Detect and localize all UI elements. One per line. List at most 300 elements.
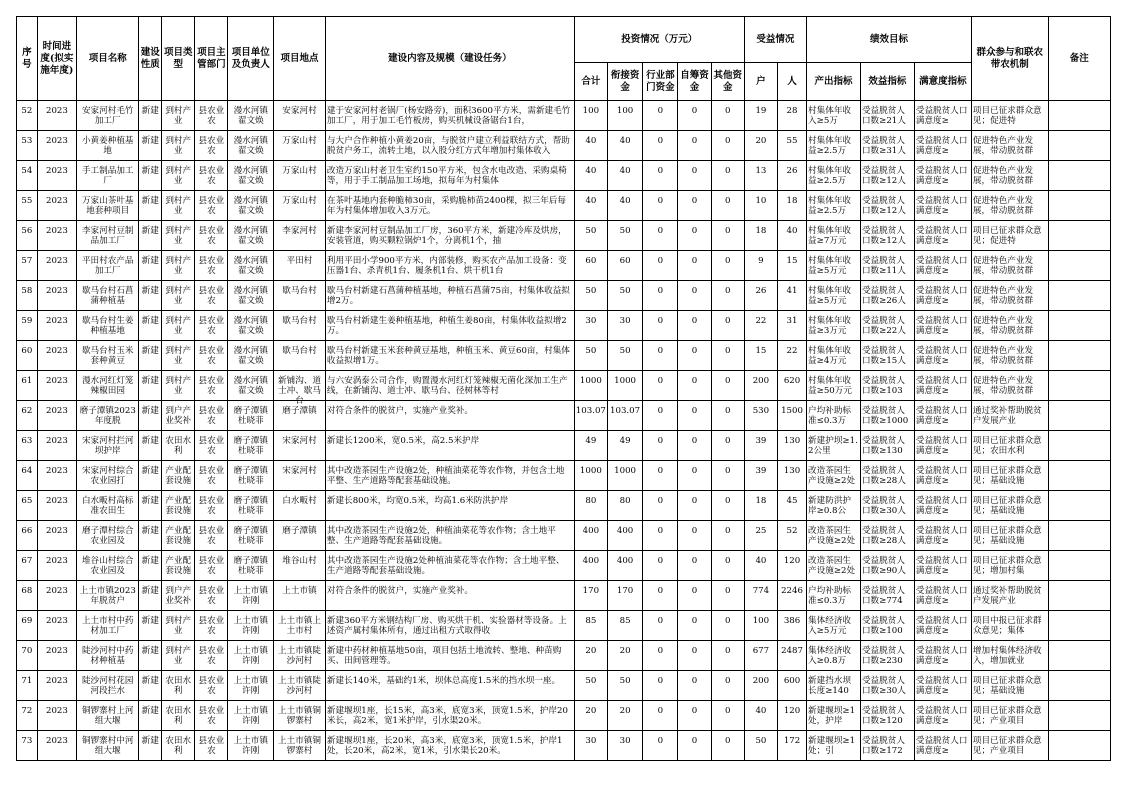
cell-year <box>37 371 76 401</box>
cell-type <box>162 701 195 731</box>
cell-owner <box>228 131 274 161</box>
cell-content-text: 新建堰坝1座，长20米，高3米，底宽3米，顶宽1.5米，护岸1处，长20米，高2米，宽1米，引水渠长20米。 <box>326 735 563 756</box>
cell-satis-text: 受益脱贫人口满意度≥ <box>915 435 968 456</box>
cell-people <box>778 461 807 491</box>
cell-output-text: 新建防洪护岸≥0.8公 <box>808 495 852 516</box>
cell-content <box>325 671 574 701</box>
cell-hh-text: 9 <box>758 255 764 266</box>
cell-nature <box>139 371 162 401</box>
cell-seq <box>17 461 38 491</box>
cell-total-text: 103.07 <box>575 405 606 416</box>
cell-remark <box>1048 221 1110 251</box>
cell-other <box>711 311 744 341</box>
cell-dept-text: 县农业农 <box>198 495 225 516</box>
cell-other <box>711 461 744 491</box>
cell-hh <box>744 671 777 701</box>
cell-sector-text: 0 <box>657 465 664 476</box>
cell-seq <box>17 101 38 131</box>
cell-hh-text: 18 <box>755 495 767 506</box>
table-header <box>17 17 1111 101</box>
cell-output <box>807 581 861 611</box>
cell-mech <box>971 341 1048 371</box>
cell-name <box>77 401 139 431</box>
cell-name <box>77 491 139 521</box>
cell-people-text: 386 <box>783 615 801 626</box>
cell-name-text: 陡沙河村中药材种植基 <box>81 645 134 666</box>
cell-owner-text: 磨子潭镇杜晓菲 <box>233 525 268 546</box>
cell-other <box>711 371 744 401</box>
cell-people <box>778 401 807 431</box>
cell-hh-text: 40 <box>755 555 767 566</box>
cell-place-text: 上土市镇陡沙河村 <box>278 645 321 666</box>
cell-nature <box>139 491 162 521</box>
cell-remark-text <box>1050 586 1109 606</box>
cell-name-text: 磨子潭村综合农业园及 <box>81 525 134 546</box>
cell-name <box>77 311 139 341</box>
cell-link-text: 1000 <box>614 375 637 386</box>
cell-nature <box>139 581 162 611</box>
cell-sector-text: 0 <box>657 375 664 386</box>
cell-link-text: 400 <box>616 555 634 566</box>
cell-total <box>574 161 607 191</box>
header-dept: 项目主管部门 <box>195 17 228 101</box>
cell-remark-text <box>1050 136 1109 156</box>
cell-remark-text <box>1050 706 1109 726</box>
cell-people-text: 40 <box>786 225 798 236</box>
cell-dept <box>195 191 228 221</box>
cell-owner <box>228 101 274 131</box>
cell-remark <box>1048 581 1110 611</box>
cell-link-text: 20 <box>619 645 631 656</box>
cell-output <box>807 491 861 521</box>
cell-place <box>274 671 326 701</box>
cell-link <box>607 461 642 491</box>
cell-people-text: 22 <box>786 345 798 356</box>
cell-mech <box>971 371 1048 401</box>
cell-effect-text: 受益脱贫人口数≥21人 <box>861 105 906 126</box>
cell-hh <box>744 251 777 281</box>
cell-year-text: 2023 <box>45 645 68 656</box>
cell-year <box>37 431 76 461</box>
cell-link <box>607 551 642 581</box>
cell-remark-text <box>1050 166 1109 186</box>
cell-hh <box>744 161 777 191</box>
cell-other <box>711 401 744 431</box>
cell-place-text: 万家山村 <box>282 135 317 146</box>
cell-name <box>77 341 139 371</box>
cell-remark-text <box>1050 646 1109 666</box>
cell-sector <box>643 461 678 491</box>
cell-other <box>711 251 744 281</box>
cell-dept <box>195 611 228 641</box>
cell-effect <box>860 461 914 491</box>
cell-total-text: 49 <box>585 435 597 446</box>
cell-remark <box>1048 401 1110 431</box>
cell-dept <box>195 251 228 281</box>
cell-people-text: 2246 <box>781 585 803 596</box>
cell-year-text: 2023 <box>45 735 68 746</box>
cell-hh <box>744 521 777 551</box>
cell-type-text: 到村产业 <box>165 105 192 126</box>
cell-seq <box>17 701 38 731</box>
cell-satis-text: 受益脱贫人口满意度≥ <box>915 555 968 576</box>
cell-total <box>574 281 607 311</box>
cell-place-text: 歇马台村 <box>282 285 317 296</box>
table-row <box>17 341 1111 371</box>
cell-content <box>325 341 574 371</box>
cell-owner <box>228 191 274 221</box>
cell-owner <box>228 581 274 611</box>
cell-sector <box>643 371 678 401</box>
cell-place <box>274 161 326 191</box>
cell-year <box>37 191 76 221</box>
cell-self <box>678 371 711 401</box>
cell-content-text: 与大户合作种植小黄姜20亩，与脱贫户建立利益联结方式，帮助脱贫户务工，流转土地，以入股分红方式年增加村集体收入 <box>326 135 570 156</box>
cell-owner-text: 漫水河镇翟文焕 <box>233 285 268 306</box>
cell-total <box>574 311 607 341</box>
cell-satis <box>914 581 971 611</box>
table-row <box>17 281 1111 311</box>
cell-mech <box>971 401 1048 431</box>
cell-self-text: 0 <box>691 165 698 176</box>
cell-nature <box>139 341 162 371</box>
cell-place-text: 磨子潭镇 <box>282 405 317 416</box>
cell-mech <box>971 161 1048 191</box>
cell-satis <box>914 461 971 491</box>
cell-nature <box>139 221 162 251</box>
header-link: 衔接资金 <box>607 63 642 101</box>
cell-seq-text: 57 <box>21 255 33 266</box>
cell-type-text: 到村产业 <box>165 225 192 246</box>
cell-self <box>678 191 711 221</box>
cell-sector <box>643 221 678 251</box>
cell-output <box>807 191 861 221</box>
cell-other <box>711 101 744 131</box>
cell-year-text: 2023 <box>45 105 68 116</box>
cell-other <box>711 281 744 311</box>
cell-year-text: 2023 <box>45 495 68 506</box>
cell-place-text: 堆谷山村 <box>282 555 317 566</box>
cell-remark-text <box>1050 736 1109 756</box>
cell-link <box>607 221 642 251</box>
cell-sector-text: 0 <box>657 255 664 266</box>
table-row <box>17 461 1111 491</box>
cell-satis-text: 受益脱贫人口满意度≥ <box>915 285 968 306</box>
cell-mech <box>971 491 1048 521</box>
cell-hh <box>744 311 777 341</box>
cell-people <box>778 191 807 221</box>
cell-other <box>711 191 744 221</box>
cell-seq-text: 64 <box>21 465 33 476</box>
cell-dept-text: 县农业农 <box>198 375 225 396</box>
cell-seq <box>17 221 38 251</box>
cell-year-text: 2023 <box>45 555 68 566</box>
cell-sector-text: 0 <box>657 285 664 296</box>
cell-year <box>37 581 76 611</box>
cell-other <box>711 701 744 731</box>
cell-self <box>678 641 711 671</box>
cell-remark <box>1048 161 1110 191</box>
cell-type-text: 到村产业 <box>165 165 192 186</box>
cell-output-text: 改造茶园生产设施≥2处 <box>808 555 856 576</box>
cell-satis <box>914 491 971 521</box>
cell-satis <box>914 731 971 761</box>
cell-output <box>807 131 861 161</box>
cell-place-text: 歇马台村 <box>282 345 317 356</box>
cell-seq-text: 71 <box>21 675 33 686</box>
cell-output <box>807 311 861 341</box>
cell-remark <box>1048 641 1110 671</box>
cell-effect <box>860 431 914 461</box>
cell-dept-text: 县农业农 <box>198 255 225 276</box>
cell-nature <box>139 461 162 491</box>
cell-mech <box>971 701 1048 731</box>
cell-seq <box>17 641 38 671</box>
cell-year <box>37 521 76 551</box>
cell-hh-text: 40 <box>755 705 767 716</box>
cell-nature-text: 新建 <box>141 675 159 686</box>
cell-output <box>807 641 861 671</box>
cell-remark <box>1048 251 1110 281</box>
cell-year-text: 2023 <box>45 405 68 416</box>
cell-dept-text: 县农业农 <box>198 105 225 126</box>
cell-type <box>162 341 195 371</box>
cell-self-text: 0 <box>691 555 698 566</box>
cell-name-text: 平田村农产品加工厂 <box>81 255 134 276</box>
cell-output-text: 村集体年收益≥5万元 <box>808 285 852 306</box>
cell-self-text: 0 <box>691 195 698 206</box>
cell-remark <box>1048 701 1110 731</box>
header-sector: 行业部门资金 <box>643 63 678 101</box>
cell-content <box>325 641 574 671</box>
cell-mech <box>971 521 1048 551</box>
cell-place-text: 白水畈村 <box>282 495 317 506</box>
cell-mech <box>971 611 1048 641</box>
cell-remark <box>1048 191 1110 221</box>
cell-other <box>711 731 744 761</box>
cell-name-text: 白水畈村高标准农田生 <box>81 495 134 516</box>
cell-seq-text: 62 <box>21 405 33 416</box>
cell-mech-text: 促进特色产业发展，带动脱贫群 <box>972 375 1034 396</box>
cell-sector-text: 0 <box>657 735 664 746</box>
cell-effect-text: 受益脱贫人口数≥12人 <box>861 165 906 186</box>
cell-content <box>325 551 574 581</box>
cell-seq <box>17 281 38 311</box>
cell-place-text: 李家河村 <box>282 225 317 236</box>
cell-year-text: 2023 <box>45 675 68 686</box>
cell-place <box>274 701 326 731</box>
cell-seq <box>17 731 38 761</box>
cell-owner <box>228 371 274 401</box>
cell-nature-text: 新建 <box>141 585 159 596</box>
cell-total <box>574 581 607 611</box>
cell-dept-text: 县农业农 <box>198 285 225 306</box>
cell-satis-text: 受益脱贫人口满意度≥ <box>915 315 968 336</box>
cell-place <box>274 401 326 431</box>
cell-total <box>574 221 607 251</box>
cell-output <box>807 101 861 131</box>
header-benefit: 受益情况 <box>744 17 806 63</box>
cell-satis <box>914 401 971 431</box>
cell-type <box>162 461 195 491</box>
cell-other <box>711 221 744 251</box>
cell-hh-text: 26 <box>755 285 767 296</box>
cell-owner-text: 漫水河镇翟文焕 <box>233 165 268 186</box>
cell-hh-text: 100 <box>752 615 770 626</box>
cell-self-text: 0 <box>691 735 698 746</box>
cell-output-text: 村集体年收益≥7万元 <box>808 225 852 246</box>
cell-self <box>678 521 711 551</box>
cell-people-text: 130 <box>783 435 801 446</box>
cell-owner-text: 漫水河镇翟文焕 <box>233 375 268 396</box>
cell-place <box>274 131 326 161</box>
cell-output <box>807 161 861 191</box>
cell-year <box>37 161 76 191</box>
table-row <box>17 101 1111 131</box>
cell-remark <box>1048 101 1110 131</box>
cell-output-text: 新建堰坝≥1处，护岸 <box>808 705 856 726</box>
cell-link-text: 1000 <box>614 465 637 476</box>
cell-hh <box>744 641 777 671</box>
cell-type-text: 到户产业奖补 <box>165 405 192 426</box>
cell-mech-text: 项目已征求群众意见；促进特 <box>972 225 1042 246</box>
cell-self-text: 0 <box>691 225 698 236</box>
header-output: 产出指标 <box>807 63 861 101</box>
cell-total <box>574 341 607 371</box>
cell-content-text: 歇马台村新建生姜种植基地，种植生姜80亩，村集体收益拟增2万。 <box>326 315 567 336</box>
cell-link-text: 50 <box>619 345 631 356</box>
header-place: 项目地点 <box>274 17 326 101</box>
cell-hh <box>744 581 777 611</box>
cell-hh-text: 39 <box>755 435 767 446</box>
cell-self <box>678 311 711 341</box>
cell-dept-text: 县农业农 <box>198 525 225 546</box>
cell-effect <box>860 341 914 371</box>
cell-seq <box>17 251 38 281</box>
cell-year-text: 2023 <box>45 465 68 476</box>
cell-remark <box>1048 551 1110 581</box>
cell-place-text: 上土市镇上土市村 <box>278 615 321 636</box>
cell-remark-text <box>1050 316 1109 336</box>
cell-satis-text: 受益脱贫人口满意度≥ <box>915 705 968 726</box>
cell-total-text: 85 <box>585 615 597 626</box>
cell-owner <box>228 491 274 521</box>
cell-mech <box>971 731 1048 761</box>
cell-link <box>607 731 642 761</box>
cell-year-text: 2023 <box>45 585 68 596</box>
cell-mech-text: 项目已征求群众意见；基础设施 <box>972 675 1042 696</box>
cell-name <box>77 611 139 641</box>
cell-year <box>37 461 76 491</box>
header-name: 项目名称 <box>77 17 139 101</box>
cell-mech <box>971 461 1048 491</box>
cell-other <box>711 521 744 551</box>
cell-satis-text: 受益脱贫人口满意度≥ <box>915 495 968 516</box>
cell-effect-text: 受益脱贫人口数≥31人 <box>861 135 906 156</box>
cell-year <box>37 251 76 281</box>
cell-seq-text: 59 <box>21 315 33 326</box>
cell-other <box>711 671 744 701</box>
cell-effect <box>860 701 914 731</box>
cell-people-text: 1500 <box>781 405 803 416</box>
cell-nature <box>139 731 162 761</box>
cell-sector <box>643 641 678 671</box>
table-row <box>17 311 1111 341</box>
cell-name-text: 堆谷山村综合农业园及 <box>81 555 134 576</box>
cell-dept-text: 县农业农 <box>198 705 225 726</box>
cell-nature <box>139 701 162 731</box>
cell-nature <box>139 251 162 281</box>
cell-type <box>162 731 195 761</box>
cell-type-text: 到村产业 <box>165 615 192 636</box>
cell-effect-text: 受益脱贫人口数≥130 <box>861 435 905 456</box>
cell-total-text: 30 <box>585 315 597 326</box>
cell-people-text: 172 <box>783 735 801 746</box>
cell-output <box>807 521 861 551</box>
cell-name-text: 李家河村豆制品加工厂 <box>81 225 134 246</box>
cell-content-text: 歇马台村新建玉米套种黄豆基地，种植玉米、黄豆60亩，村集体收益拟增1万。 <box>326 345 570 366</box>
cell-name-text: 万家山茶叶基地套种项目 <box>81 195 134 216</box>
cell-effect <box>860 611 914 641</box>
cell-seq-text: 66 <box>21 525 33 536</box>
header-people: 人 <box>778 63 807 101</box>
cell-type <box>162 491 195 521</box>
cell-nature <box>139 641 162 671</box>
header-effect: 效益指标 <box>860 63 914 101</box>
cell-output <box>807 221 861 251</box>
cell-other-text: 0 <box>724 435 731 446</box>
cell-place <box>274 251 326 281</box>
cell-remark-text <box>1050 226 1109 246</box>
cell-seq-text: 68 <box>21 585 33 596</box>
cell-owner <box>228 521 274 551</box>
cell-remark-text <box>1050 406 1109 426</box>
cell-type <box>162 311 195 341</box>
cell-self <box>678 221 711 251</box>
cell-nature-text: 新建 <box>141 495 159 506</box>
cell-remark-text <box>1050 466 1109 486</box>
cell-mech-text: 促进特色产业发展，带动脱贫群 <box>972 345 1034 366</box>
cell-effect <box>860 491 914 521</box>
cell-output <box>807 371 861 401</box>
cell-type-text: 到村产业 <box>165 645 192 666</box>
cell-people-text: 31 <box>786 315 798 326</box>
cell-name <box>77 191 139 221</box>
cell-year-text: 2023 <box>45 375 68 386</box>
cell-link <box>607 581 642 611</box>
cell-other-text: 0 <box>724 195 731 206</box>
cell-output-text: 新建堰坝≥1处；引 <box>808 735 856 756</box>
cell-remark <box>1048 311 1110 341</box>
cell-effect-text: 受益脱贫人口数≥11人 <box>861 255 906 276</box>
header-other: 其他资金 <box>711 63 744 101</box>
cell-owner-text: 磨子潭镇杜晓菲 <box>233 465 268 486</box>
cell-owner <box>228 251 274 281</box>
header-type: 项目类型 <box>162 17 195 101</box>
cell-hh-text: 20 <box>755 135 767 146</box>
cell-hh <box>744 461 777 491</box>
cell-mech <box>971 581 1048 611</box>
table-row <box>17 701 1111 731</box>
cell-type <box>162 521 195 551</box>
cell-effect-text: 受益脱贫人口数≥30人 <box>861 675 906 696</box>
cell-nature-text: 新建 <box>141 255 159 266</box>
cell-sector-text: 0 <box>657 105 664 116</box>
cell-hh <box>744 281 777 311</box>
cell-remark-text <box>1050 346 1109 366</box>
cell-year <box>37 131 76 161</box>
cell-year <box>37 401 76 431</box>
